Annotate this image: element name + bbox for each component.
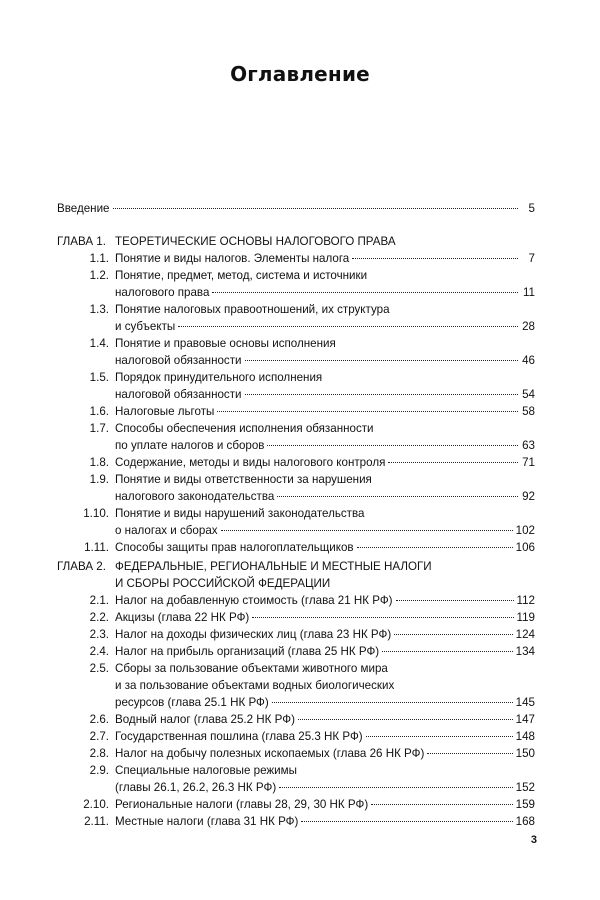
toc-entry-text <box>115 403 535 420</box>
toc-entry-label: Налог на прибыль организаций (глава 25 НК РФ) <box>115 645 380 658</box>
chapter-title: ТЕОРЕТИЧЕСКИЕ ОСНОВЫ НАЛОГОВОГО ПРАВА <box>115 235 396 248</box>
toc-entry-line <box>57 318 535 335</box>
table-of-contents <box>57 200 535 217</box>
toc-entry-label: Региональные налоги (главы 28, 29, 30 НК РФ) <box>115 798 369 811</box>
toc-entry-line <box>57 369 535 386</box>
toc-entry-page: 145 <box>515 696 535 709</box>
chapter-2-section <box>57 558 535 830</box>
toc-entry-line <box>57 762 535 779</box>
toc-entry-line <box>57 386 535 403</box>
toc-entry-line <box>57 796 535 813</box>
toc-entry-number: 1.7. <box>89 422 109 435</box>
toc-entry-text <box>115 488 535 505</box>
chapter-title: ФЕДЕРАЛЬНЫЕ, РЕГИОНАЛЬНЫЕ И МЕСТНЫЕ НАЛОГИ <box>115 560 432 573</box>
toc-entry-line <box>57 420 535 437</box>
dot-leader <box>212 292 518 293</box>
toc-entry-label: налогового законодательства <box>115 490 275 503</box>
toc-entry-number: 2.10. <box>83 798 109 811</box>
toc-entry-page: 58 <box>522 405 535 418</box>
toc-entry-page: 63 <box>522 439 535 452</box>
toc-entry-line <box>57 352 535 369</box>
toc-entry-page: 92 <box>522 490 535 503</box>
toc-entry-text: и за пользование объектами водных биологических <box>115 679 395 692</box>
toc-entry-number: 2.3. <box>89 628 109 641</box>
dot-leader <box>252 617 513 618</box>
toc-entry-number: 2.5. <box>89 662 109 675</box>
toc-entry-page: 46 <box>522 354 535 367</box>
toc-entry-line <box>57 592 535 609</box>
toc-entry-line <box>57 643 535 660</box>
toc-entry-line <box>57 437 535 454</box>
toc-entry-page: 124 <box>515 628 535 641</box>
toc-entry-number: 2.7. <box>89 730 109 743</box>
toc-entry-label: (главы 26.1, 26.2, 26.3 НК РФ) <box>115 781 277 794</box>
toc-entry-number: 1.9. <box>89 473 109 486</box>
toc-entry-text: Понятие, предмет, метод, система и источники <box>115 269 368 282</box>
toc-entry-text <box>115 352 535 369</box>
toc-entry-label: Содержание, методы и виды налогового контроля <box>115 456 386 469</box>
toc-entry-label: ресурсов (глава 25.1 НК РФ) <box>115 696 269 709</box>
toc-entry-text <box>115 522 535 539</box>
toc-entry-label: Введение <box>57 202 110 215</box>
dot-leader <box>396 600 514 601</box>
toc-entry-page: 159 <box>515 798 535 811</box>
toc-entry-line <box>57 335 535 352</box>
toc-entry-page: 28 <box>522 320 535 333</box>
toc-entry-text <box>115 694 535 711</box>
toc-entry-page: 11 <box>522 286 535 299</box>
toc-entry-number: 1.10. <box>83 507 109 520</box>
chapter-title: И СБОРЫ РОССИЙСКОЙ ФЕДЕРАЦИИ <box>115 577 331 590</box>
dot-leader <box>357 547 513 548</box>
toc-entry-text: Способы обеспечения исполнения обязанности <box>115 422 374 435</box>
toc-entry-page: 148 <box>515 730 535 743</box>
toc-entry-number: 1.3. <box>89 303 109 316</box>
toc-entry-page: 150 <box>515 747 535 760</box>
toc-entry-line <box>57 454 535 471</box>
toc-entry-page: 168 <box>515 815 535 828</box>
toc-entry-text: Сборы за пользование объектами животного мира <box>115 662 388 675</box>
toc-entry-line <box>57 250 535 267</box>
toc-entry-line <box>57 609 535 626</box>
toc-entry-text: Понятие налоговых правоотношений, их структура <box>115 303 390 316</box>
toc-entry-text: Понятие и виды ответственности за нарушения <box>115 473 372 486</box>
page-number: 3 <box>530 834 537 846</box>
toc-entry-text <box>115 284 535 301</box>
toc-entry-text <box>115 796 535 813</box>
dot-leader <box>388 462 518 463</box>
toc-entry-text: Понятие и виды нарушений законодательства <box>115 507 365 520</box>
dot-leader <box>427 753 512 754</box>
toc-entry-number: 1.5. <box>89 371 109 384</box>
toc-entry-text <box>115 779 535 796</box>
dot-leader <box>267 445 518 446</box>
toc-entry-line <box>57 813 535 830</box>
toc-entry-text: Понятие и правовые основы исполнения <box>115 337 336 350</box>
toc-entry-text <box>115 386 535 403</box>
toc-entry-number: 1.8. <box>89 456 109 469</box>
toc-entry-label: Налог на добавленную стоимость (глава 21 НК РФ) <box>115 594 393 607</box>
toc-entry-number: 2.11. <box>84 815 109 828</box>
toc-entry-text: Специальные налоговые режимы <box>115 764 297 777</box>
dot-leader <box>382 651 513 652</box>
toc-entry-number: 2.2. <box>89 611 109 624</box>
dot-leader <box>301 821 512 822</box>
dot-leader <box>371 804 512 805</box>
toc-entry-number: 2.8. <box>89 747 109 760</box>
toc-entry-text <box>115 539 535 556</box>
toc-entry-page: 119 <box>516 611 535 624</box>
dot-leader <box>113 208 519 209</box>
toc-entry-line <box>57 626 535 643</box>
toc-entry-line <box>57 488 535 505</box>
toc-entry-text <box>115 643 535 660</box>
dot-leader <box>352 258 518 259</box>
chapter-2-heading-cont <box>57 575 535 592</box>
toc-entry-label: Акцизы (глава 22 НК РФ) <box>115 611 250 624</box>
toc-entry-label: налоговой обязанности <box>115 354 242 367</box>
toc-entry-text <box>115 626 535 643</box>
toc-entry-line <box>57 779 535 796</box>
toc-entry-page: 147 <box>515 713 535 726</box>
toc-entry-label: Способы защиты прав налогоплательщиков <box>115 541 354 554</box>
dot-leader <box>178 326 518 327</box>
chapter-1-section <box>57 233 535 556</box>
chapter-label: ГЛАВА 2. <box>57 560 106 573</box>
toc-entry-number: 1.1. <box>89 252 109 265</box>
toc-entry-page: 5 <box>528 202 535 215</box>
toc-entry-line <box>57 267 535 284</box>
page-title: Оглавление <box>230 62 370 86</box>
toc-entry-label: Налог на добычу полезных ископаемых (глава 26 НК РФ) <box>115 747 425 760</box>
toc-entry-line <box>57 522 535 539</box>
dot-leader <box>272 702 513 703</box>
toc-entry-page: 54 <box>522 388 535 401</box>
toc-entry-page: 71 <box>522 456 535 469</box>
toc-entry-line <box>57 471 535 488</box>
toc-entry-line <box>57 301 535 318</box>
dot-leader <box>217 411 518 412</box>
toc-entry-text <box>115 592 535 609</box>
toc-entry-label: налоговой обязанности <box>115 388 242 401</box>
toc-entry-label: Налог на доходы физических лиц (глава 23 НК РФ) <box>115 628 392 641</box>
toc-entry-text <box>115 318 535 335</box>
toc-entry-page: 102 <box>515 524 535 537</box>
toc-entry-text <box>115 437 535 454</box>
dot-leader <box>245 394 518 395</box>
toc-entry-page: 152 <box>515 781 535 794</box>
dot-leader <box>298 719 513 720</box>
toc-entry-number: 2.9. <box>89 764 109 777</box>
toc-entry-number: 2.6. <box>89 713 109 726</box>
toc-entry-label: и субъекты <box>115 320 176 333</box>
toc-entry-line <box>57 677 535 694</box>
toc-entry-text: Порядок принудительного исполнения <box>115 371 323 384</box>
toc-entry-label: Понятие и виды налогов. Элементы налога <box>115 252 350 265</box>
toc-entry-line <box>57 745 535 762</box>
toc-entry-page: 7 <box>528 252 535 265</box>
toc-entry-number: 1.11. <box>84 541 109 554</box>
dot-leader <box>279 787 512 788</box>
toc-entry-label: налогового права <box>115 286 210 299</box>
toc-entry-number: 1.4. <box>89 337 109 350</box>
dot-leader <box>245 360 518 361</box>
toc-entry-text <box>115 250 535 267</box>
toc-entry-line <box>57 505 535 522</box>
toc-entry-page: 112 <box>516 594 535 607</box>
toc-entry-label: по уплате налогов и сборов <box>115 439 265 452</box>
toc-entry-label: Государственная пошлина (глава 25.3 НК РФ) <box>115 730 363 743</box>
toc-entry-intro <box>57 200 535 217</box>
toc-entry-line <box>57 694 535 711</box>
toc-entry-text <box>115 745 535 762</box>
toc-entry-label: Водный налог (глава 25.2 НК РФ) <box>115 713 295 726</box>
toc-entry-label: о налогах и сборах <box>115 524 218 537</box>
toc-entry-number: 1.2. <box>89 269 109 282</box>
toc-entry-label: Налоговые льготы <box>115 405 215 418</box>
dot-leader <box>366 736 513 737</box>
toc-entry-line <box>57 711 535 728</box>
dot-leader <box>394 634 512 635</box>
toc-entry-line <box>57 660 535 677</box>
toc-entry-text <box>115 609 535 626</box>
chapter-1-heading <box>57 233 535 250</box>
toc-entry-line <box>57 403 535 420</box>
chapter-2-heading <box>57 558 535 575</box>
toc-entry-label: Местные налоги (глава 31 НК РФ) <box>115 815 299 828</box>
toc-entry-text <box>115 711 535 728</box>
toc-entry-text <box>115 728 535 745</box>
toc-entry-number: 2.4. <box>89 645 109 658</box>
toc-entry-number: 1.6. <box>89 405 109 418</box>
toc-entry-line <box>57 284 535 301</box>
toc-entry-line <box>57 728 535 745</box>
toc-entry-number: 2.1. <box>89 594 109 607</box>
toc-entry-text <box>115 454 535 471</box>
toc-entry-page: 106 <box>515 541 535 554</box>
toc-entry-line <box>57 539 535 556</box>
toc-entry-text <box>115 813 535 830</box>
toc-entry-page: 134 <box>515 645 535 658</box>
dot-leader <box>221 530 513 531</box>
chapter-label: ГЛАВА 1. <box>57 235 106 248</box>
dot-leader <box>277 496 518 497</box>
